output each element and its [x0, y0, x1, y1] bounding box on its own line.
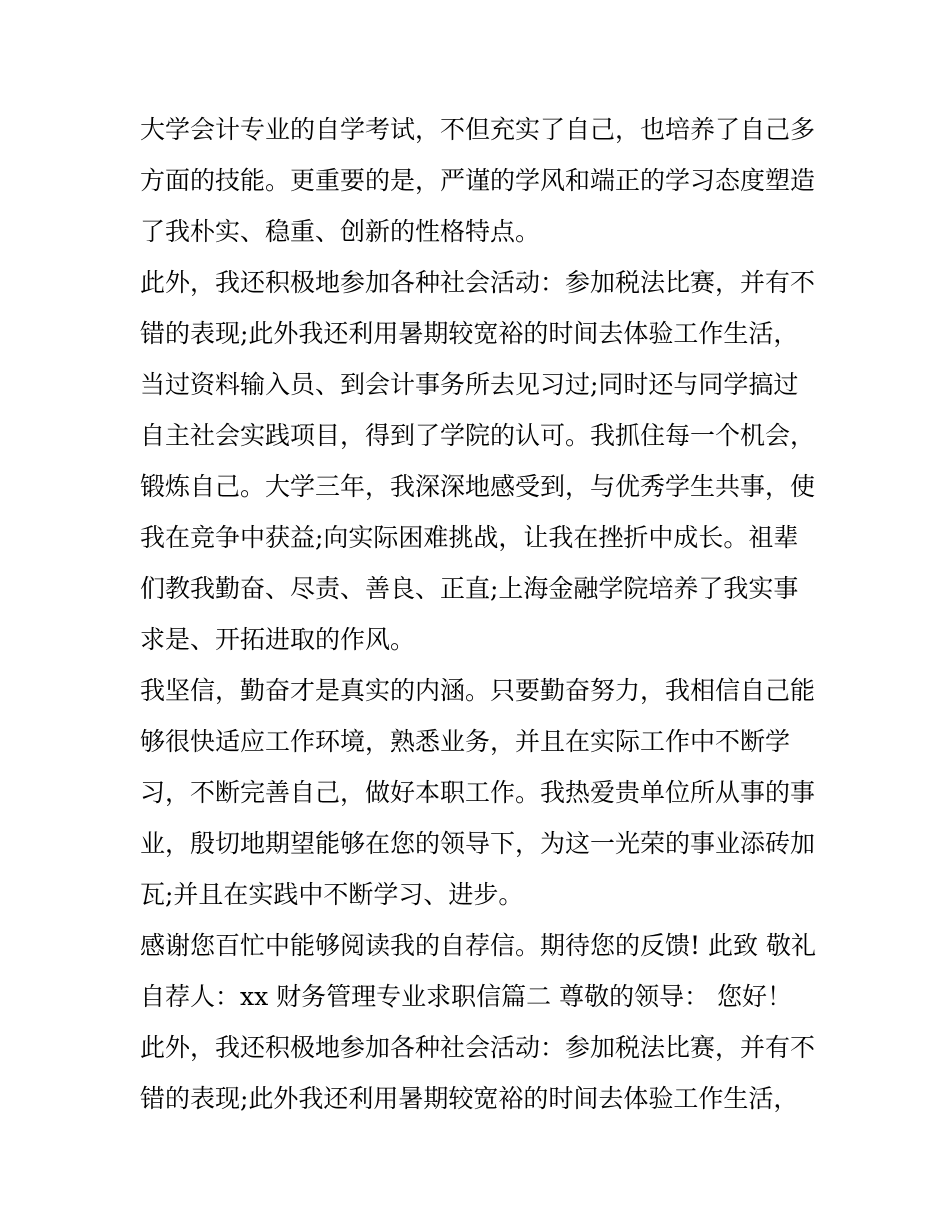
- text-line: 我在竞争中获益;向实际困难挑战，让我在挫折中成长。祖辈: [140, 523, 799, 552]
- text-line: 此外，我还积极地参加各种社会活动：参加税法比赛，并有不: [140, 1033, 816, 1062]
- text-line: 错的表现;此外我还利用暑期较宽裕的时间去体验工作生活，: [140, 319, 799, 348]
- text-line: 方面的技能。更重要的是，严谨的学风和端正的学习态度塑造: [140, 166, 816, 195]
- text-line: 错的表现;此外我还利用暑期较宽裕的时间去体验工作生活，: [140, 1084, 799, 1113]
- text-line: 当过资料输入员、到会计事务所去见习过;同时还与同学搞过: [140, 370, 799, 399]
- text-line: 大学会计专业的自学考试，不但充实了自己，也培养了自己多: [140, 115, 816, 144]
- text-line: 够很快适应工作环境，熟悉业务，并且在实际工作中不断学: [140, 727, 791, 756]
- text-line: 业，殷切地期望能够在您的领导下，为这一光荣的事业添砖加: [140, 829, 816, 858]
- text-line: 瓦;并且在实践中不断学习、进步。: [140, 880, 524, 909]
- text-line: 感谢您百忙中能够阅读我的自荐信。期待您的反馈! 此致 敬礼: [140, 931, 816, 960]
- text-line: 了我朴实、稳重、创新的性格特点。: [140, 217, 541, 246]
- text-line: 求是、开拓进取的作风。: [140, 625, 416, 654]
- text-line: 们教我勤奋、尽责、善良、正直;上海金融学院培养了我实事: [140, 574, 799, 603]
- text-line: 此外，我还积极地参加各种社会活动：参加税法比赛，并有不: [140, 268, 816, 297]
- letter-body: [140, 104, 820, 1124]
- text-line: 自主社会实践项目，得到了学院的认可。我抓住每一个机会，: [140, 421, 816, 450]
- text-line: 习，不断完善自己，做好本职工作。我热爱贵单位所从事的事: [140, 778, 816, 807]
- text-line: 我坚信，勤奋才是真实的内涵。只要勤奋努力，我相信自己能: [140, 676, 816, 705]
- text-line: 锻炼自己。大学三年，我深深地感受到，与优秀学生共事，使: [140, 472, 816, 501]
- text-line: 自荐人：xx 财务管理专业求职信篇二 尊敬的领导： 您好！: [140, 982, 793, 1011]
